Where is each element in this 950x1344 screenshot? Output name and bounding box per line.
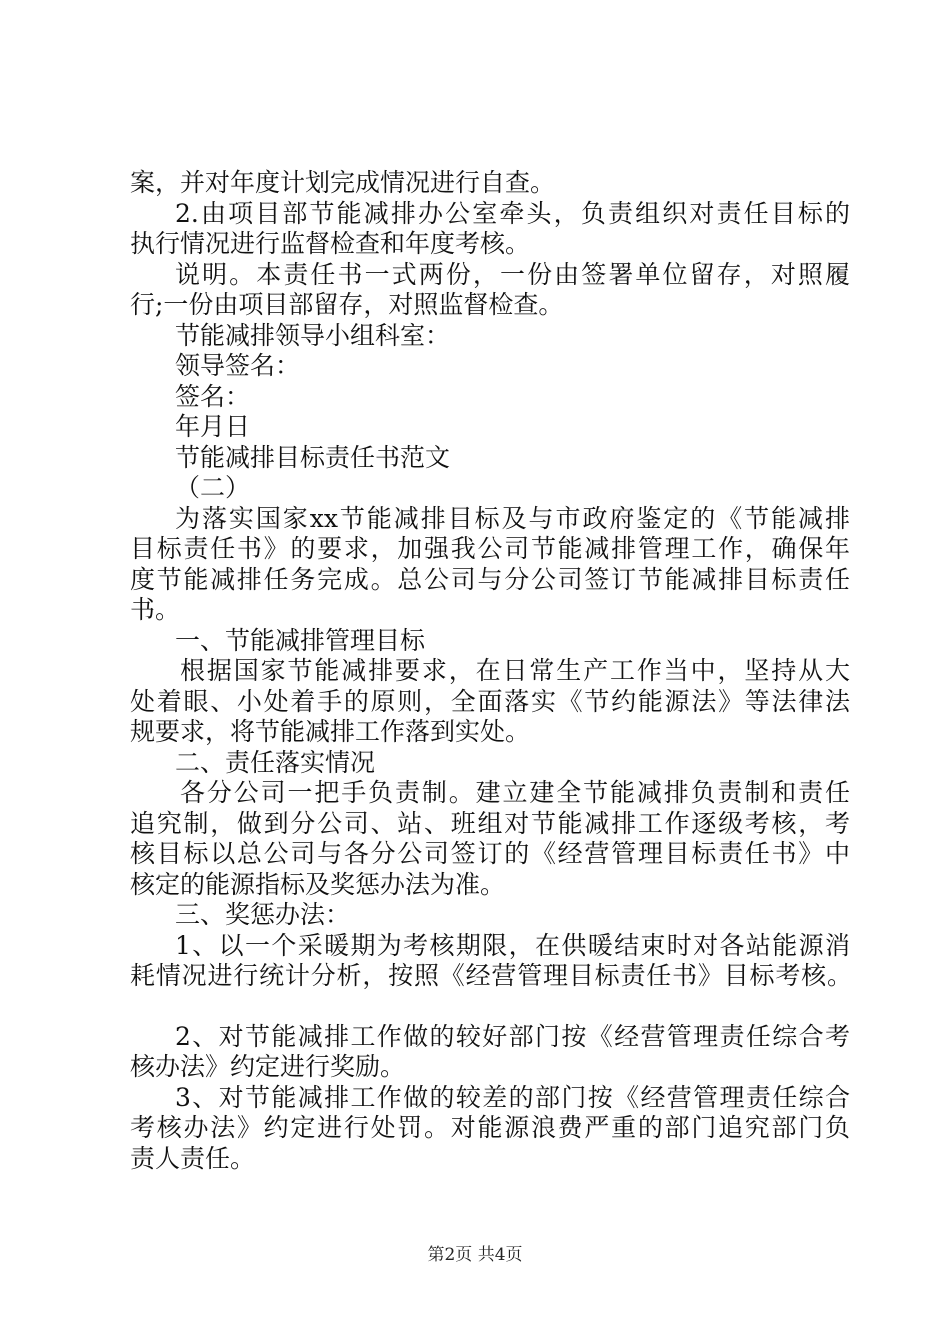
paragraph-line: 书。 xyxy=(130,595,181,624)
signature-department-line: 节能减排领导小组科室： xyxy=(175,320,451,350)
paragraph-line: 度节能减排任务完成。总公司与分公司签订节能减排目标责任 xyxy=(130,564,850,594)
date-line: 年月日 xyxy=(175,412,251,441)
paragraph-line: 1、以一个采暖期为考核期限，在供暖结束时对各站能源消 xyxy=(175,930,850,960)
section-title: 节能减排目标责任书范文 xyxy=(175,442,451,472)
paragraph-line: 耗情况进行统计分析，按照《经营管理目标责任书》目标考核。 xyxy=(130,961,852,990)
paragraph-line: 各分公司一把手负责制。建立建全节能减排负责制和责任 xyxy=(180,778,850,807)
paragraph-line: 处着眼、小处着手的原则，全面落实《节约能源法》等法律法 xyxy=(130,686,850,716)
paragraph-line: 行;一份由项目部留存，对照监督检查。 xyxy=(130,290,564,319)
paragraph-line: 追究制，做到分公司、站、班组对节能减排工作逐级考核，考 xyxy=(130,808,850,838)
paragraph-line: 考核办法》约定进行处罚。对能源浪费严重的部门追究部门负 xyxy=(130,1113,850,1142)
paragraph-line: 根据国家节能减排要求，在日常生产工作当中，坚持从大 xyxy=(180,656,850,685)
paragraph-line: 核目标以总公司与各分公司签订的《经营管理目标责任书》中 xyxy=(130,839,850,868)
paragraph-line: 案，并对年度计划完成情况进行自查。 xyxy=(130,168,556,197)
leader-signature-line: 领导签名： xyxy=(175,351,301,380)
paragraph-line: 核定的能源指标及奖惩办法为准。 xyxy=(130,869,506,899)
paragraph-line: 2、对节能减排工作做的较好部门按《经营管理责任综合考 xyxy=(175,1021,850,1051)
section-heading: 三、奖惩办法： xyxy=(175,900,351,929)
paragraph-line: 目标责任书》的要求，加强我公司节能减排管理工作，确保年 xyxy=(130,534,850,563)
section-heading: 一、节能减排管理目标 xyxy=(175,625,426,655)
page-number-footer: 第2页 共4页 xyxy=(427,1245,523,1265)
paragraph-line: 规要求，将节能减排工作落到实处。 xyxy=(130,717,531,746)
paragraph-line: 为落实国家xx节能减排目标及与市政府鉴定的《节能减排 xyxy=(175,503,850,533)
section-heading: 二、责任落实情况 xyxy=(175,747,376,777)
document-body xyxy=(130,168,850,1174)
section-subtitle: （二） xyxy=(175,473,251,502)
signature-line: 签名： xyxy=(175,381,251,411)
paragraph-line: 2.由项目部节能减排办公室牵头，负责组织对责任目标的 xyxy=(175,198,850,228)
paragraph-line: 核办法》约定进行奖励。 xyxy=(130,1052,406,1081)
blank-line xyxy=(130,992,850,1022)
paragraph-line: 责人责任。 xyxy=(130,1143,256,1173)
paragraph-line: 3、对节能减排工作做的较差的部门按《经营管理责任综合 xyxy=(175,1082,850,1112)
paragraph-line: 执行情况进行监督检查和年度考核。 xyxy=(130,229,531,258)
paragraph-line: 说明。本责任书一式两份，一份由签署单位留存，对照履 xyxy=(175,259,850,289)
